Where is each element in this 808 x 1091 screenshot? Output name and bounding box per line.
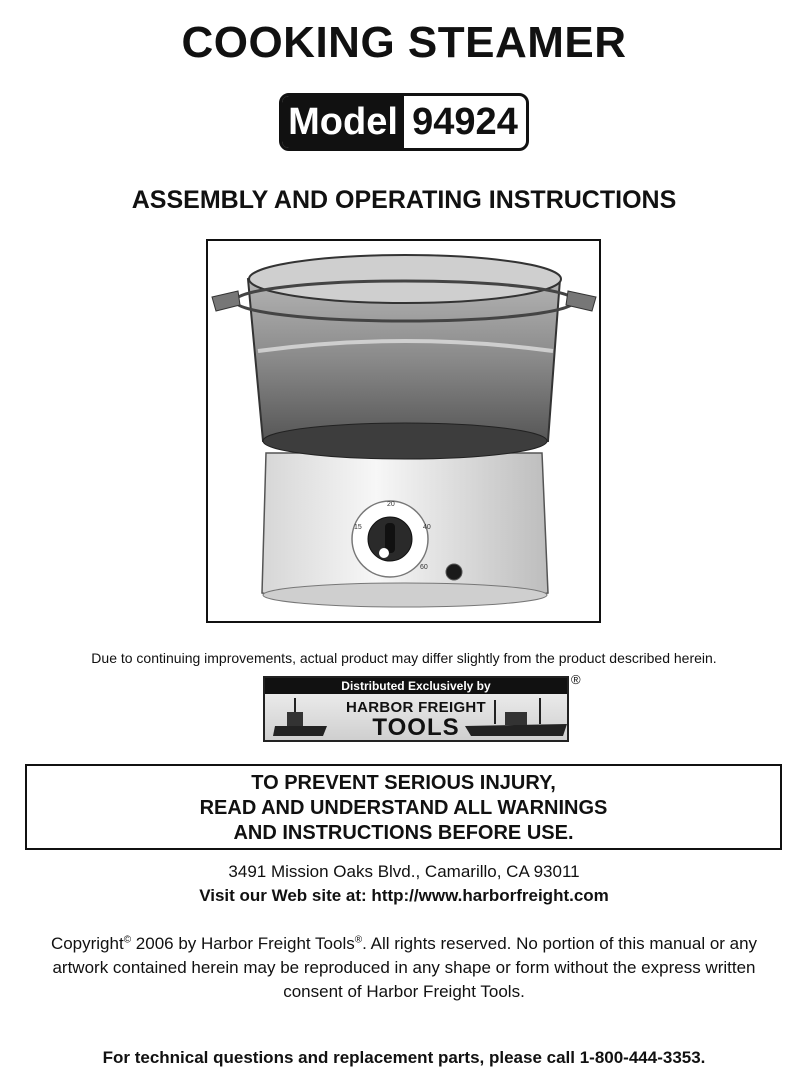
registered-mark: ® [571, 672, 581, 687]
model-label: Model [282, 96, 404, 148]
model-number: 94924 [412, 100, 518, 143]
copyright-part3: . All rights reserved. No portion of this manual or any artwork contained herein may be reproduced in any shape or form without the express written consent of Harbor Freight Tools. [52, 934, 758, 1001]
warning-line-1: TO PREVENT SERIOUS INJURY, [251, 772, 556, 794]
steamer-illustration [208, 241, 599, 621]
document-subtitle: ASSEMBLY AND OPERATING INSTRUCTIONS [131, 186, 677, 214]
distributor-strip: Distributed Exclusively by [265, 678, 567, 694]
timer-label-15: 15 [354, 524, 362, 531]
copyright-notice [40, 932, 768, 1004]
distributor-name-line1: HARBOR FREIGHT [345, 699, 487, 716]
model-badge [279, 93, 529, 151]
company-address: 3491 Mission Oaks Blvd., Camarillo, CA 93011 [228, 862, 580, 881]
website-line: Visit our Web site at: http://www.harborfreight.com [199, 886, 609, 905]
copyright-symbol: © [123, 934, 132, 946]
copyright-part1: Copyright [50, 934, 124, 953]
warning-line-3: AND INSTRUCTIONS BEFORE USE. [233, 822, 574, 844]
registered-symbol: ® [354, 934, 363, 946]
warning-line-2: READ AND UNDERSTAND ALL WARNINGS [199, 797, 608, 819]
product-photo [206, 239, 601, 623]
distributor-banner [263, 676, 569, 742]
timer-label-20: 20 [387, 501, 395, 508]
distributor-logo [263, 672, 581, 746]
copyright-part2: 2006 by Harbor Freight Tools [131, 934, 355, 953]
timer-label-60: 60 [420, 564, 428, 571]
timer-label-40: 40 [423, 524, 431, 531]
document-title: COOKING STEAMER [181, 18, 627, 67]
safety-warning-box [25, 764, 782, 850]
distributor-name-line2: TOOLS [372, 714, 460, 741]
disclaimer-text: Due to continuing improvements, actual product may differ slightly from the product described herein. [91, 650, 717, 666]
support-contact: For technical questions and replacement parts, please call 1-800-444-3353. [102, 1048, 706, 1067]
